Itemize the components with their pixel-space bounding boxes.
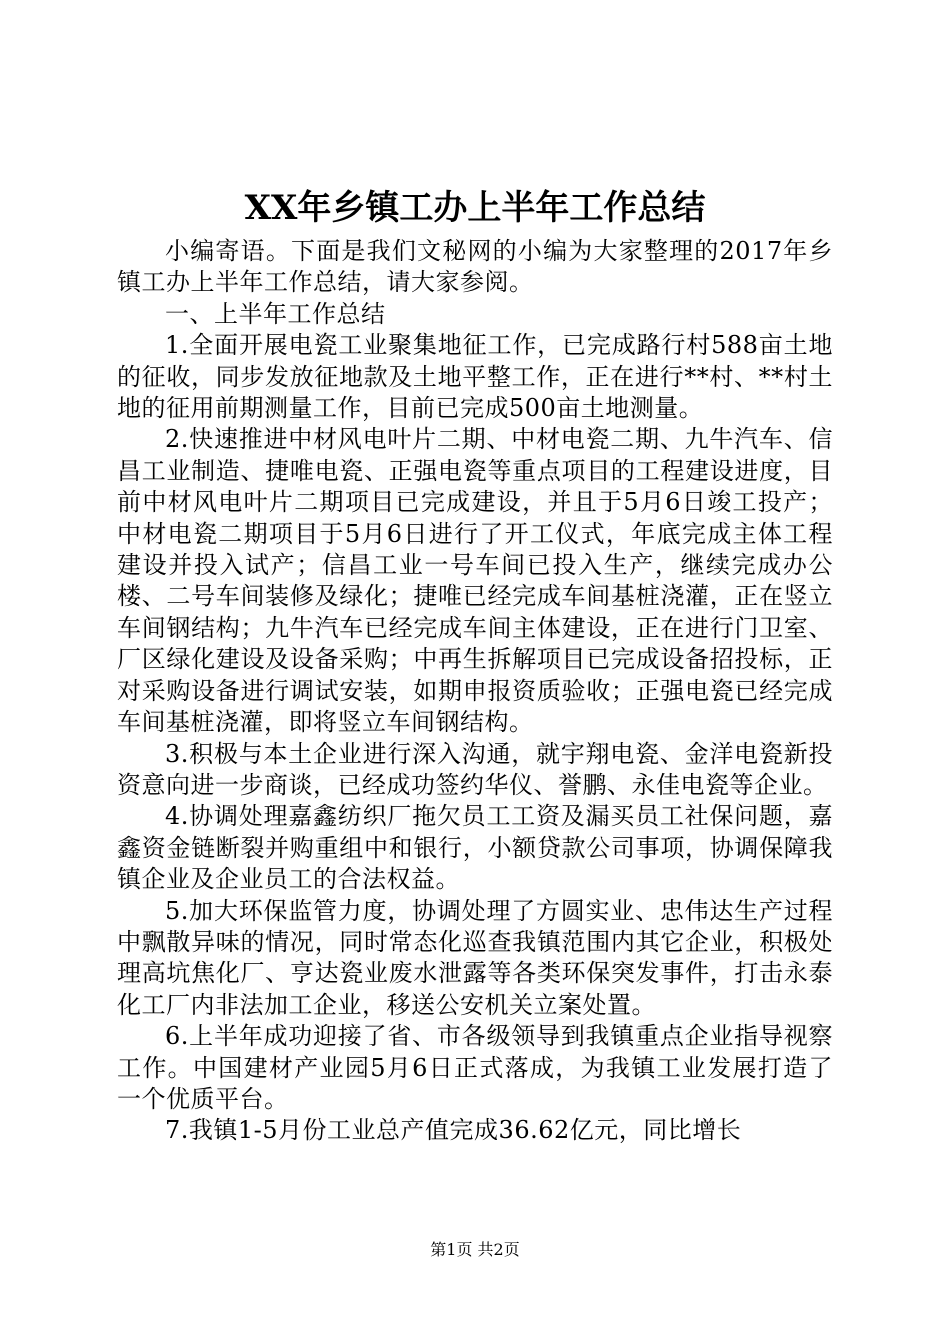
- paragraph-intro: 小编寄语。下面是我们文秘网的小编为大家整理的2017年乡镇工办上半年工作总结，请大家参阅。: [117, 237, 833, 297]
- page-number-footer: 第1页 共2页: [430, 1240, 520, 1259]
- paragraph-item-1: 1.全面开展电瓷工业聚集地征工作，已完成路行村588亩土地的征收，同步发放征地款及土地平整工作，正在进行**村、**村土地的征用前期测量工作，目前已完成500亩土地测量。: [117, 331, 833, 423]
- section-heading: 一、上半年工作总结: [165, 299, 386, 328]
- paragraph-item-2: 2.快速推进中材风电叶片二期、中材电瓷二期、九牛汽车、信昌工业制造、捷唯电瓷、正强电瓷等重点项目的工程建设进度，目前中材风电叶片二期项目已完成建设，并且于5月6日竣工投产；中材电瓷二期项目于5月6日进行了开工仪式，年底完成主体工程建设并投入试产；信昌工业一号车间已投入生产，继续完成办公楼、二号车间装修及绿化；捷唯已经完成车间基桩浇灌，正在竖立车间钢结构；九牛汽车已经完成车间主体建设，正在进行门卫室、厂区绿化建设及设备采购；中再生拆解项目已完成设备招投标，正对采购设备进行调试安装，如期申报资质验收；正强电瓷已经完成车间基桩浇灌，即将竖立车间钢结构。: [117, 425, 833, 737]
- paragraph-item-6: 6.上半年成功迎接了省、市各级领导到我镇重点企业指导视察工作。中国建材产业园5月6日正式落成，为我镇工业发展打造了一个优质平台。: [117, 1022, 833, 1113]
- document-title: XX年乡镇工办上半年工作总结: [244, 188, 706, 228]
- document-body: [117, 236, 833, 1147]
- paragraph-item-3: 3.积极与本土企业进行深入沟通，就宇翔电瓷、金洋电瓷新投资意向进一步商谈，已经成功签约华仪、誉鹏、永佳电瓷等企业。: [117, 739, 833, 799]
- paragraph-item-4: 4.协调处理嘉鑫纺织厂拖欠员工工资及漏买员工社保问题，嘉鑫资金链断裂并购重组中和银行，小额贷款公司事项，协调保障我镇企业及企业员工的合法权益。: [117, 802, 833, 894]
- paragraph-item-5: 5.加大环保监管力度，协调处理了方圆实业、忠伟达生产过程中飘散异味的情况，同时常态化巡查我镇范围内其它企业，积极处理高坑焦化厂、亨达瓷业废水泄露等各类环保突发事件，打击永泰化工厂内非法加工企业，移送公安机关立案处置。: [117, 896, 833, 1019]
- paragraph-item-7: 7.我镇1-5月份工业总产值完成36.62亿元，同比增长: [165, 1116, 742, 1145]
